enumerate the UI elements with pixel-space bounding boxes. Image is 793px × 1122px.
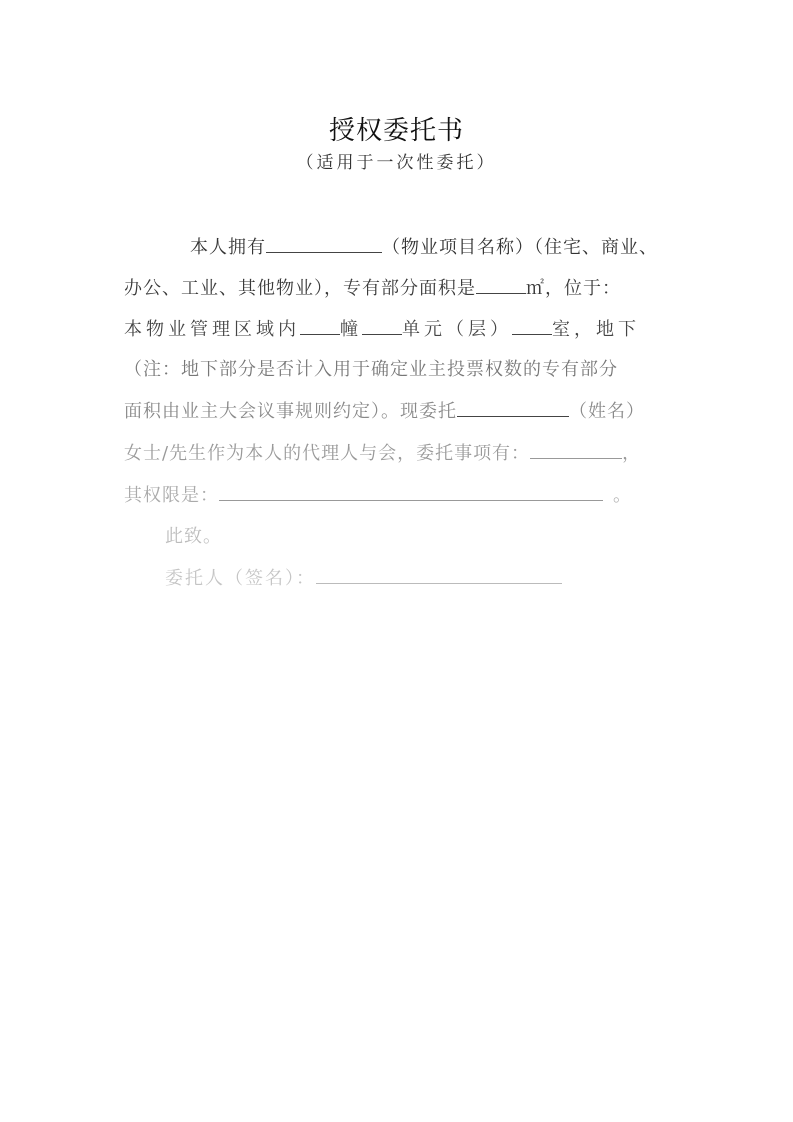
blank-room[interactable] [512,316,552,335]
text-name-hint: （姓名） [569,401,645,422]
body-line-5 [124,398,645,425]
document-subtitle: （适用于一次性委托） [296,153,497,173]
text-unit-floor: 单元（层） [402,319,512,340]
blank-area[interactable] [476,275,526,294]
text-area-intro: 办公、工业、其他物业），专有部分面积是 [124,278,476,299]
body-line-7 [124,482,632,509]
text-owner-has: 本人拥有 [190,237,266,258]
blank-building[interactable] [300,316,340,335]
text-room-basement: 室，地下 [552,319,640,340]
text-comma: ， [622,443,642,464]
text-period: 。 [613,485,632,506]
text-location-intro: 本物业管理区域内 [124,319,300,340]
blank-authority[interactable] [219,482,603,501]
body-line-3 [124,316,640,343]
text-building: 幢 [340,319,362,340]
body-line-9 [165,565,562,592]
blank-signature[interactable] [316,565,562,584]
document-title: 授权委托书 [328,116,464,146]
text-closing: 此致。 [165,526,222,547]
blank-agent-name[interactable] [457,398,569,417]
text-area-unit: ㎡，位于： [526,278,621,299]
body-line-4 [124,357,618,383]
body-line-6 [124,440,641,467]
text-authority: 其权限是： [124,485,219,506]
body-line-1 [190,234,658,261]
blank-entrusted-matters[interactable] [530,440,622,459]
blank-unit[interactable] [362,316,402,335]
text-note: （注：地下部分是否计入用于确定业主投票权数的专有部分 [124,359,618,380]
text-entrust-intro: 面积由业主大会议事规则约定）。现委托 [124,401,457,422]
text-property-type: （物业项目名称）（住宅、商业、 [382,237,658,258]
text-agent-role: 女士/先生作为本人的代理人与会，委托事项有： [124,443,531,464]
body-line-8 [165,524,222,550]
body-line-2 [124,275,621,302]
blank-property-name[interactable] [266,234,382,253]
text-signature-label: 委托人（签名）： [165,568,316,589]
